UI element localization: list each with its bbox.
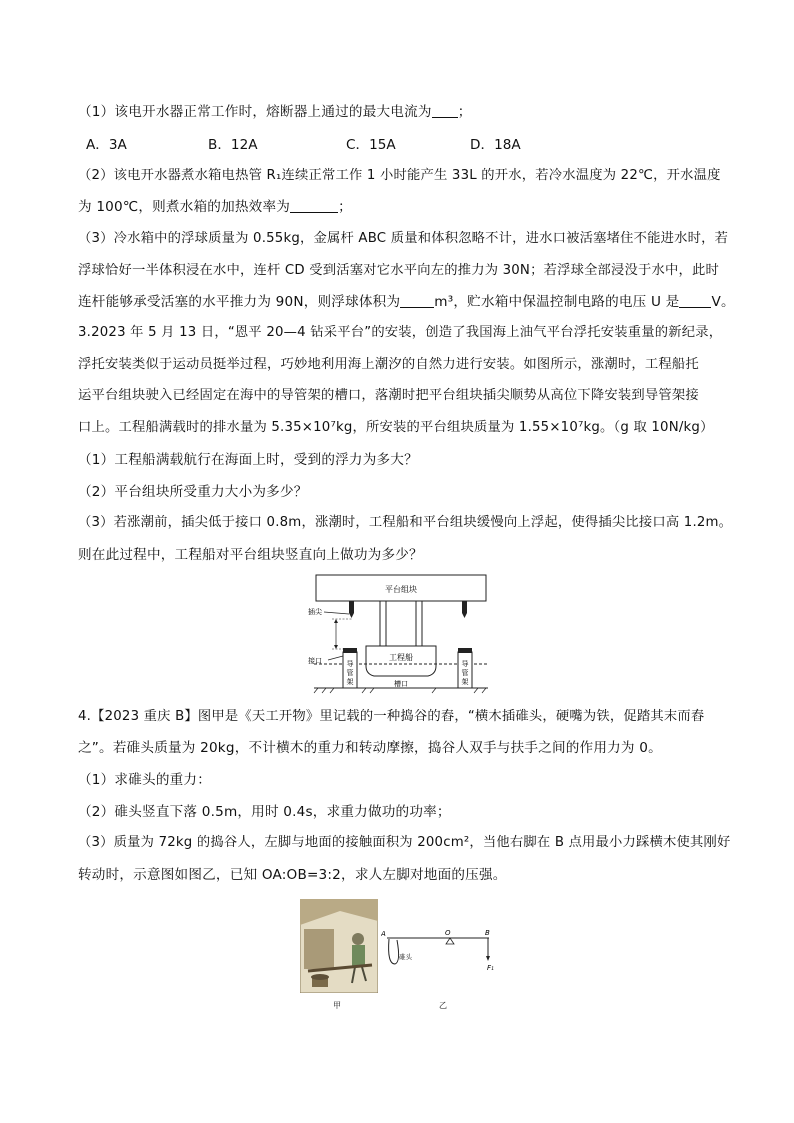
q3-line1: 3.2023 年 5 月 13 日，“恩平 20—4 钻采平台”的安装，创造了我国海上油气平台浮托安装重量的新纪录， [78,325,723,340]
point-o-label: O [445,929,451,937]
answer-blank[interactable] [432,103,458,118]
head-label: 碓头 [399,953,412,961]
fulcrum [446,938,454,944]
ancient-mortar-picture [300,899,378,993]
svg-text:管: 管 [346,669,354,677]
point-b-label: B [485,929,490,937]
q4-sub3-line2: 转动时，示意图如图乙，已知 OA:OB=3:2，求人左脚对地面的压强。 [78,867,507,883]
lever-diagram [381,926,501,974]
q3-line3: 运平台组块驶入已经固定在海中的导管架的槽口，落潮时把平台组块插尖顺势从高位下降安装到导管架接 [78,388,699,403]
figure-jia-label: 甲 [333,1001,341,1010]
q3-sub3-line2: 则在此过程中，工程船对平台组块竖直向上做功为多少？ [78,547,423,563]
q4-line2: 之”。若碓头质量为 20kg，不计横木的重力和转动摩擦，捣谷人双手与扶手之间的作用力为 0。 [78,740,662,756]
seabed-hatch [314,688,486,693]
force-label: F₁ [487,964,494,972]
person-head [352,933,364,945]
q4-sub3-line1: （3）质量为 72kg 的捣谷人，左脚与地面的接触面积为 200cm²，当他右脚在 B 点用最小力踩横木使其刚好 [78,835,731,850]
svg-text:管: 管 [461,669,469,677]
q3-line2: 浮托安装类似于运动员挺举过程，巧妙地利用海上潮汐的自然力进行安装。如图所示，涨潮时，工程船托 [78,357,699,372]
svg-text:导: 导 [461,660,469,668]
pestle-head-shape [389,939,399,964]
point-a-label: A [381,930,386,938]
answer-blank[interactable] [400,293,434,308]
q2-part2-line2: 为 100℃，则煮水箱的加热效率为 ； [78,199,352,215]
person-body [352,945,365,967]
q2-part3-line3: 连杆能够承受活塞的水平推力为 90N，则浮球体积为 m³，贮水箱中保温控制电路的电压 U 是 V。 [78,294,735,310]
q3-line4: 口上。工程船满载时的排水量为 5.35×10⁷kg，所安装的平台组块质量为 1.55×10⁷kg。（g 取 10N/kg） [78,420,714,435]
slot-label: 槽口 [394,680,408,688]
q3-sub3-line1: （3）若涨潮前，插尖低于接口 0.8m，涨潮时，工程船和平台组块缓慢向上浮起，使得插尖比接口高 1.2m。 [78,515,733,530]
answer-blank[interactable] [290,198,338,213]
q4-sub2: （2）碓头竖直下落 0.5m，用时 0.4s，求重力做功的功率； [78,804,451,820]
q2-part2-line1: （2）该电开水器煮水箱电热管 R₁连续正常工作 1 小时能产生 33L 的开水，若冷水温度为 22℃，开水温度 [78,168,721,183]
ship-label: 工程船 [389,653,413,662]
svg-text:架: 架 [346,678,354,686]
choice-b[interactable]: B．12A [208,137,258,153]
choice-a[interactable]: A．3A [86,137,127,153]
port-label: 接口 [308,657,322,665]
q4-sub1: （1）求碓头的重力： [78,772,211,788]
tip-left [349,601,354,613]
figure-yi-label: 乙 [439,1001,447,1010]
tip-label: 插尖 [308,608,322,616]
platform-label: 平台组块 [385,585,417,594]
platform-installation-diagram [306,572,496,700]
choice-d[interactable]: D．18A [470,137,521,153]
q3-sub2: （2）平台组块所受重力大小为多少？ [78,484,308,500]
q2-part3-line2: 浮球恰好一半体积浸在水中，连杆 CD 受到活塞对它水平向左的推力为 30N；若浮球全部浸没于水中，此时 [78,263,720,278]
choice-c[interactable]: C．15A [346,137,396,153]
q3-sub1: （1）工程船满载航行在海面上时，受到的浮力为多大？ [78,452,418,468]
tip-right [462,601,467,613]
q4-line1: 4.【2023 重庆 B】图甲是《天工开物》里记载的一种捣谷的舂，“横木插碓头，硬嘴为铁，促踏其末而舂 [78,709,705,724]
q2-part1: （1）该电开水器正常工作时，熔断器上通过的最大电流为 ； [78,104,472,120]
q2-part3-line1: （3）冷水箱中的浮球质量为 0.55kg，金属杆 ABC 质量和体积忽略不计，进水口被活塞堵住不能进水时，若 [78,231,729,246]
svg-text:架: 架 [461,678,469,686]
answer-blank[interactable] [679,293,711,308]
svg-text:导: 导 [346,660,354,668]
